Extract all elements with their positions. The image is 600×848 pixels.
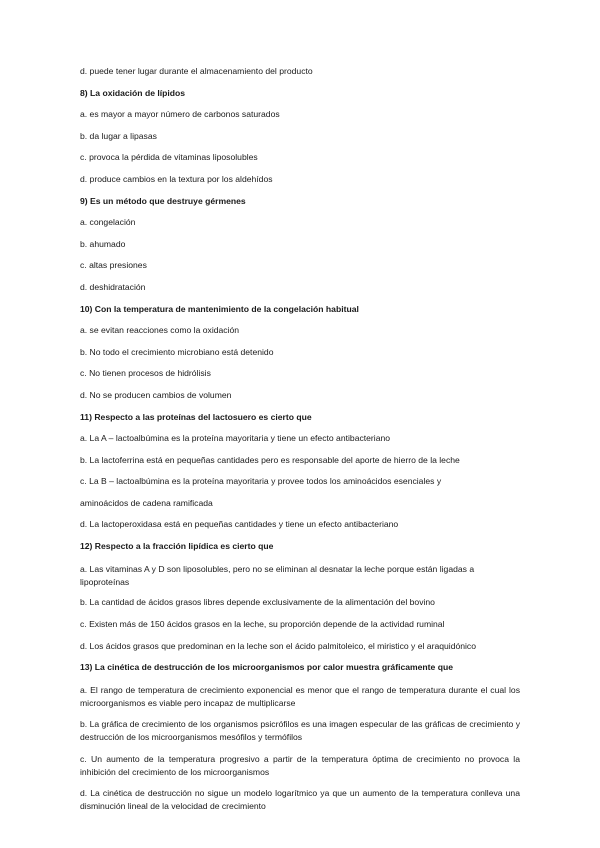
q10-option-a: a. se evitan reacciones como la oxidación bbox=[80, 325, 240, 336]
q9-option-a: a. congelación bbox=[80, 217, 136, 228]
q11-option-c-continued: aminoácidos de cadena ramificada bbox=[80, 497, 213, 508]
q10-option-c: c. No tienen procesos de hidrólisis bbox=[80, 368, 211, 379]
q13-option-c: c. Un aumento de la temperatura progresivo a partir de la temperatura óptima de crecimiento no provoca la inhibición del crecimiento de los microorganismos bbox=[80, 753, 520, 777]
q8-option-a: a. es mayor a mayor número de carbonos saturados bbox=[80, 109, 280, 120]
q9-option-c: c. altas presiones bbox=[80, 260, 147, 271]
q7-option-d: d. puede tener lugar durante el almacenamiento del producto bbox=[80, 66, 313, 76]
document-page bbox=[80, 66, 520, 822]
q10-option-d: d. No se producen cambios de volumen bbox=[80, 389, 232, 400]
q12-option-b: b. La cantidad de ácidos grasos libres depende exclusivamente de la alimentación del bovino bbox=[80, 597, 435, 608]
q12-option-a: a. Las vitaminas A y D son liposolubles, pero no se eliminan al desnatar la leche porque están ligadas a lipoproteínas bbox=[80, 563, 475, 587]
q13-option-a: a. El rango de temperatura de crecimiento exponencial es menor que el rango de temperatura durante el cual los microorganismos es viable pero incapaz de multiplicarse bbox=[80, 684, 520, 708]
q9-option-d: d. deshidratación bbox=[80, 281, 146, 292]
q13-option-d: d. La cinética de destrucción no sigue un modelo logarítmico ya que un aumento de la temperatura conlleva una disminución lineal de la velocidad de crecimiento bbox=[80, 788, 520, 812]
q8-option-d: d. produce cambios en la textura por los aldehídos bbox=[80, 173, 273, 184]
q11-option-c: c. La B – lactoalbúmina es la proteína mayoritaria y provee todos los aminoácidos esenciales y bbox=[80, 476, 442, 487]
q12-option-c: c. Existen más de 150 ácidos grasos en la leche, su proporción depende de la actividad ruminal bbox=[80, 618, 445, 629]
q9-option-b: b. ahumado bbox=[80, 238, 126, 249]
q12-option-d: d. Los ácidos grasos que predominan en la leche son el ácido palmitoleico, el miristico y el araquidónico bbox=[80, 641, 477, 652]
q8-option-c: c. provoca la pérdida de vitaminas liposolubles bbox=[80, 152, 258, 163]
q10-title: 10) Con la temperatura de mantenimiento de la congelación habitual bbox=[80, 303, 359, 314]
q10-option-b: b. No todo el crecimiento microbiano está detenido bbox=[80, 346, 274, 357]
q11-option-d: d. La lactoperoxidasa está en pequeñas cantidades y tiene un efecto antibacteriano bbox=[80, 519, 399, 530]
q8-title: 8) La oxidación de lípidos bbox=[80, 87, 186, 98]
q12-title: 12) Respecto a la fracción lipídica es cierto que bbox=[80, 541, 274, 552]
q11-title: 11) Respecto a las proteínas del lactosuero es cierto que bbox=[80, 411, 312, 422]
q8-option-b: b. da lugar a lipasas bbox=[80, 130, 157, 141]
q9-title: 9) Es un método que destruye gérmenes bbox=[80, 195, 246, 206]
q13-title: 13) La cinética de destrucción de los microorganismos por calor muestra gráficamente que bbox=[80, 662, 453, 673]
q11-option-b: b. La lactoferrina está en pequeñas cantidades pero es responsable del aporte de hierro de la leche bbox=[80, 454, 460, 465]
q13-option-b: b. La gráfica de crecimiento de los organismos psicrófilos es una imagen especular de las gráficas de crecimiento y destrucción de los microorganismos mesófilos y termófilos bbox=[80, 719, 520, 743]
q11-option-a: a. La A – lactoalbúmina es la proteína mayoritaria y tiene un efecto antibacteriano bbox=[80, 433, 391, 444]
